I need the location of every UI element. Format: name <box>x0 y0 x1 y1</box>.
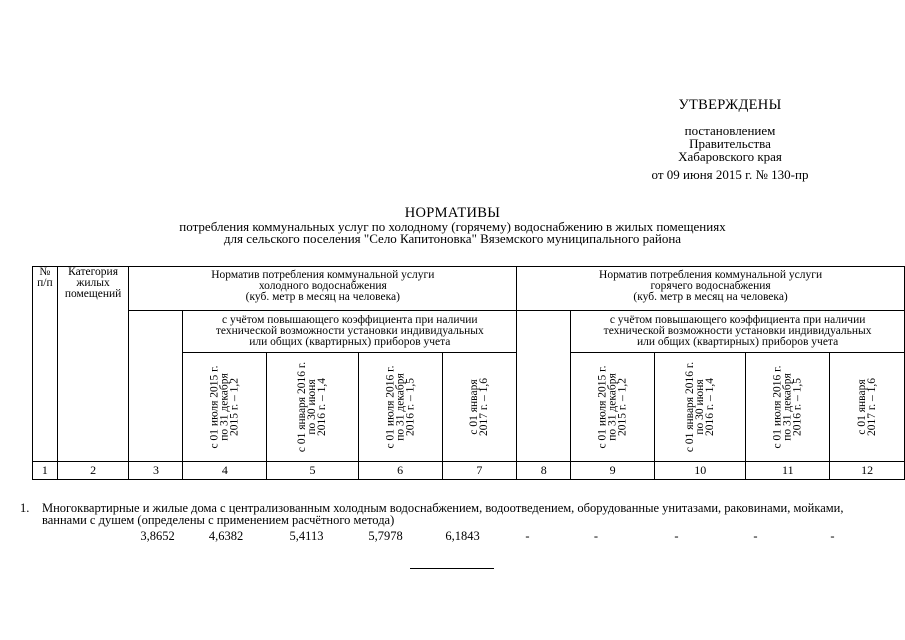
header-text: технической возможности установки индивидуальных <box>215 325 484 337</box>
period-text: с 01 января <box>856 379 869 435</box>
column-number: 5 <box>267 462 358 480</box>
section-1 <box>20 502 870 526</box>
header-text: холодного водоснабжения <box>258 280 387 292</box>
header-text: Норматив потребления коммунальной услуги <box>599 269 823 281</box>
period-text: 2016 г. – 1,4 <box>316 377 329 437</box>
value-hot-2016-h2: - <box>753 529 758 543</box>
cold-coefficient-header <box>183 311 517 353</box>
column-number: 7 <box>442 462 517 480</box>
header-text: Категория <box>68 266 118 278</box>
value-hot-base: - <box>525 529 530 543</box>
period-text: по 30 июня <box>694 379 707 435</box>
period-text: 2017 г. – 1,6 <box>478 377 491 437</box>
header-text: технической возможности установки индивидуальных <box>603 325 872 337</box>
period-text: 2015 г. – 1,2 <box>228 377 241 437</box>
header-text: горячего водоснабжения <box>650 280 771 292</box>
period-text: с 01 июля 2016 г. <box>771 365 784 449</box>
period-text: с 01 июля 2015 г. <box>596 365 609 449</box>
column-number: 1 <box>33 462 58 480</box>
header-text: с учётом повышающего коэффициента при наличии <box>609 314 866 326</box>
footer-divider <box>410 568 494 569</box>
cold-period-2016-h1 <box>267 353 358 462</box>
value-cold-2015-h2: 4,6382 <box>208 529 244 543</box>
period-text: с 01 июля 2015 г. <box>208 365 221 449</box>
value-hot-2015-h2: - <box>593 529 599 543</box>
values-row <box>0 529 905 543</box>
period-text: по 30 июня <box>306 379 319 435</box>
column-number: 6 <box>358 462 442 480</box>
column-header-cold-water <box>129 267 517 311</box>
column-number: 9 <box>571 462 655 480</box>
header-text: п/п <box>37 277 53 289</box>
hot-period-2016-h2 <box>746 353 830 462</box>
header-text: помещений <box>64 288 122 300</box>
column-number: 3 <box>129 462 183 480</box>
header-text: № <box>39 266 51 278</box>
value-hot-2016-h1: - <box>674 529 679 543</box>
header-text: или общих (квартирных) приборов учета <box>249 336 451 348</box>
period-text: 2016 г. – 1,5 <box>791 377 804 437</box>
column-number: 8 <box>517 462 571 480</box>
cold-base-column <box>129 311 183 462</box>
value-cold-2016-h2: 5,7978 <box>368 529 403 543</box>
section-description: Многоквартирные и жилые дома с централизованным холодным водоснабжением, водоотведением, оборудованные унитазами, раковинами, мойками, ваннами с душем (определены с применением расчётного метода) <box>42 501 844 527</box>
approval-line: Правительства <box>689 136 771 151</box>
header-text: жилых <box>76 277 110 289</box>
header-text: Норматив потребления коммунальной услуги <box>211 269 435 281</box>
period-text: 2015 г. – 1,2 <box>616 377 629 437</box>
section-number: 1. <box>20 501 30 515</box>
approval-line: Хабаровского края <box>678 149 782 164</box>
period-text: с 01 января 2016 г. <box>296 361 309 453</box>
period-text: по 31 декабря <box>394 373 407 441</box>
period-text: с 01 января <box>468 379 481 435</box>
header-text: с учётом повышающего коэффициента при наличии <box>222 314 478 326</box>
approval-block <box>600 96 860 181</box>
header-text: или общих (квартирных) приборов учета <box>637 336 839 348</box>
norms-table <box>32 266 905 480</box>
approval-title: УТВЕРЖДЕНЫ <box>678 97 782 113</box>
hot-period-2016-h1 <box>655 353 746 462</box>
value-hot-2017: - <box>830 529 835 543</box>
value-cold-base: 3,8652 <box>140 529 175 543</box>
document-subtitle: потребления коммунальных услуг по холодному (горячему) водоснабжению в жилых помещениях <box>179 219 726 234</box>
column-header-category <box>57 267 129 462</box>
column-number: 4 <box>183 462 267 480</box>
value-cold-2017: 6,1843 <box>445 529 480 543</box>
cold-period-2017 <box>442 353 517 462</box>
document-header <box>0 205 905 245</box>
period-text: 2016 г. – 1,5 <box>404 377 417 437</box>
column-number: 2 <box>57 462 129 480</box>
cold-period-2015-h2 <box>183 353 267 462</box>
column-number: 11 <box>746 462 830 480</box>
hot-coefficient-header <box>571 311 905 353</box>
column-numbers-row <box>33 462 905 480</box>
document-title: НОРМАТИВЫ <box>404 205 501 221</box>
header-text: (куб. метр в месяц на человека) <box>633 291 788 303</box>
approval-line: постановлением <box>684 123 776 138</box>
column-number: 12 <box>830 462 905 480</box>
cold-period-2016-h2 <box>358 353 442 462</box>
period-text: 2017 г. – 1,6 <box>866 377 879 437</box>
document-subtitle: для сельского поселения "Село Капитоновка" Вяземского муниципального района <box>223 231 682 246</box>
hot-period-2017 <box>830 353 905 462</box>
column-number: 10 <box>655 462 746 480</box>
value-cold-2016-h1: 5,4113 <box>289 529 324 543</box>
period-text: 2016 г. – 1,4 <box>704 377 717 437</box>
period-text: по 31 декабря <box>606 373 619 441</box>
period-text: с 01 июля 2016 г. <box>384 365 397 449</box>
hot-base-column <box>517 311 571 462</box>
period-text: по 31 декабря <box>781 373 794 441</box>
approval-date: от 09 июня 2015 г. № 130-пр <box>651 167 809 182</box>
column-header-hot-water <box>517 267 905 311</box>
period-text: с 01 января 2016 г. <box>684 361 697 453</box>
hot-period-2015-h2 <box>571 353 655 462</box>
header-text: (куб. метр в месяц на человека) <box>245 291 400 303</box>
column-header-number <box>33 267 58 462</box>
period-text: по 31 декабря <box>218 373 231 441</box>
